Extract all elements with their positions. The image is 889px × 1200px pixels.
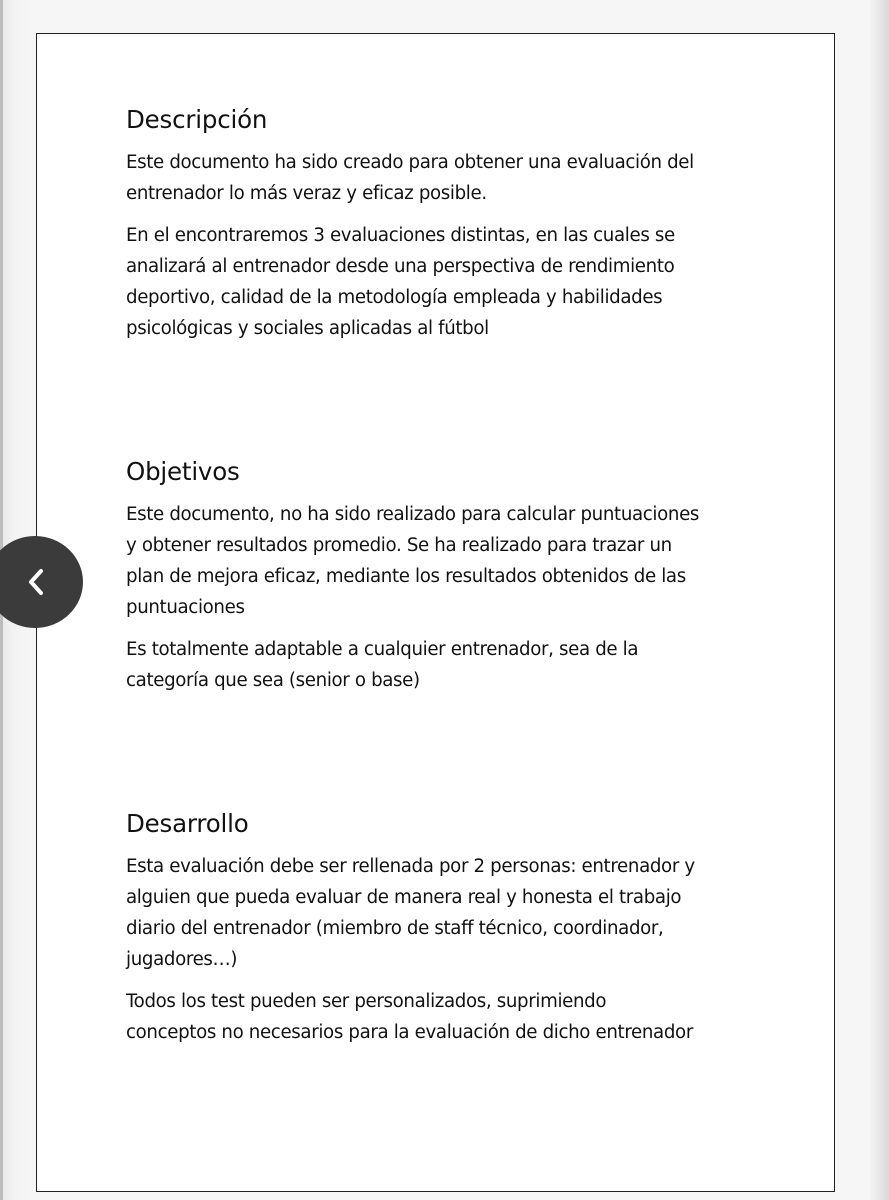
paragraph-line: deportivo, calidad de la metodología empleada y habilidades — [126, 287, 663, 308]
paragraph — [126, 634, 766, 696]
paragraph-line: Todos los test pueden ser personalizados, suprimiendo — [126, 991, 607, 1012]
document-page — [36, 33, 835, 1192]
section-objetivos — [126, 456, 766, 707]
paragraph-line: En el encontraremos 3 evaluaciones distintas, en las cuales se — [126, 225, 675, 246]
paragraph-line: entrenador lo más veraz y eficaz posible. — [126, 183, 487, 204]
paragraph-line: Es totalmente adaptable a cualquier entrenador, sea de la — [126, 639, 639, 660]
paragraph — [126, 220, 766, 344]
paragraph-line: categoría que sea (senior o base) — [126, 670, 420, 691]
paragraph-line: Esta evaluación debe ser rellenada por 2 personas: entrenador y — [126, 856, 695, 877]
section-heading: Desarrollo — [126, 809, 249, 838]
paragraph-line: puntuaciones — [126, 597, 245, 618]
section-heading: Descripción — [126, 105, 268, 134]
paragraph-line: psicológicas y sociales aplicadas al fútbol — [126, 318, 489, 339]
paragraph-line: Este documento, no ha sido realizado para calcular puntuaciones — [126, 504, 700, 525]
paragraph — [126, 147, 766, 209]
viewer-scroll-gutter[interactable] — [870, 0, 889, 1200]
section-heading: Objetivos — [126, 457, 240, 486]
section-desarrollo — [126, 808, 766, 1059]
paragraph — [126, 986, 766, 1048]
paragraph-line: diario del entrenador (miembro de staff técnico, coordinador, — [126, 918, 664, 939]
paragraph-line: plan de mejora eficaz, mediante los resultados obtenidos de las — [126, 566, 686, 587]
paragraph-line: analizará al entrenador desde una perspectiva de rendimiento — [126, 256, 675, 277]
paragraph — [126, 851, 766, 975]
paragraph-line: y obtener resultados promedio. Se ha realizado para trazar un — [126, 535, 672, 556]
paragraph-line: Este documento ha sido creado para obtener una evaluación del — [126, 152, 694, 173]
section-descripcion — [126, 104, 766, 355]
chevron-left-icon — [27, 568, 45, 596]
paragraph-line: alguien que pueda evaluar de manera real y honesta el trabajo — [126, 887, 682, 908]
paragraph-line: jugadores…) — [126, 949, 238, 970]
paragraph — [126, 499, 766, 623]
paragraph-line: conceptos no necesarios para la evaluación de dicho entrenador — [126, 1022, 693, 1043]
